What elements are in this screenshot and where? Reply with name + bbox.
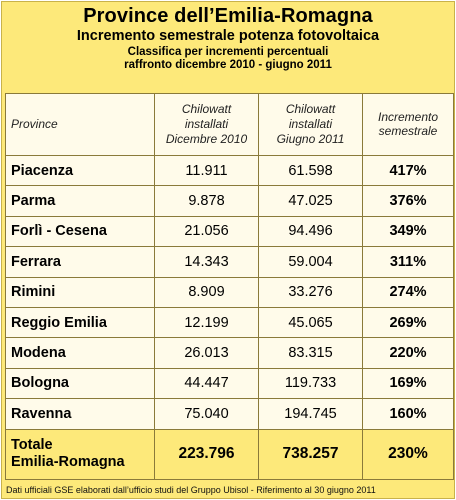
province-name: Bologna [6, 368, 155, 398]
increment-pct: 269% [363, 307, 454, 337]
page-subtitle: Incremento semestrale potenza fotovoltaica [76, 28, 380, 44]
province-name: Piacenza [6, 156, 155, 186]
kw-dec-2010: 75.040 [155, 399, 259, 429]
kw-jun-2011: 47.025 [259, 186, 363, 216]
province-name: Modena [6, 338, 155, 368]
province-name: Rimini [6, 277, 155, 307]
header [2, 6, 454, 71]
kw-dec-2010: 8.909 [155, 277, 259, 307]
table-row [6, 186, 454, 216]
kw-dec-2010: 12.199 [155, 307, 259, 337]
increment-pct: 417% [363, 156, 454, 186]
kw-jun-2011: 59.004 [259, 247, 363, 277]
table-row [6, 216, 454, 246]
page-subtitle-period: raffronto dicembre 2010 - giugno 2011 [124, 59, 332, 72]
table-row [6, 247, 454, 277]
increment-pct: 160% [363, 399, 454, 429]
table-total-row [6, 429, 454, 479]
kw-jun-2011: 45.065 [259, 307, 363, 337]
increment-pct: 376% [363, 186, 454, 216]
kw-dec-2010: 9.878 [155, 186, 259, 216]
kw-dec-2010: 11.911 [155, 156, 259, 186]
increment-pct: 349% [363, 216, 454, 246]
province-name: Forlì - Cesena [6, 216, 155, 246]
increment-pct: 274% [363, 277, 454, 307]
page-title: Province dell’Emilia-Romagna [83, 5, 373, 27]
kw-jun-2011: 194.745 [259, 399, 363, 429]
kw-jun-2011: 94.496 [259, 216, 363, 246]
total-label: Totale Emilia-Romagna [6, 429, 155, 479]
total-kw-jun-2011: 738.257 [259, 429, 363, 479]
header-province: Province [6, 94, 155, 156]
table-row [6, 277, 454, 307]
kw-dec-2010: 44.447 [155, 368, 259, 398]
kw-jun-2011: 33.276 [259, 277, 363, 307]
header-increment: Incremento semestrale [363, 94, 454, 156]
table-row [6, 156, 454, 186]
table-row [6, 338, 454, 368]
source-note: Dati ufficiali GSE elaborati dall’ufficio studi del Gruppo Ubisol - Riferimento al 30 giugno 2011 [6, 485, 376, 495]
kw-jun-2011: 61.598 [259, 156, 363, 186]
increment-pct: 311% [363, 247, 454, 277]
increment-pct: 169% [363, 368, 454, 398]
kw-jun-2011: 83.315 [259, 338, 363, 368]
page-subtitle-ranking: Classifica per incrementi percentuali [127, 46, 329, 59]
header-jun-2011: Chilowatt installati Giugno 2011 [259, 94, 363, 156]
table-row [6, 368, 454, 398]
table-row [6, 399, 454, 429]
province-name: Reggio Emilia [6, 307, 155, 337]
table-row [6, 307, 454, 337]
infographic-frame [1, 1, 455, 499]
province-name: Ravenna [6, 399, 155, 429]
table-header-row [6, 94, 454, 156]
kw-dec-2010: 21.056 [155, 216, 259, 246]
increment-pct: 220% [363, 338, 454, 368]
header-dec-2010: Chilowatt installati Dicembre 2010 [155, 94, 259, 156]
kw-dec-2010: 26.013 [155, 338, 259, 368]
total-kw-dec-2010: 223.796 [155, 429, 259, 479]
province-name: Parma [6, 186, 155, 216]
province-name: Ferrara [6, 247, 155, 277]
kw-dec-2010: 14.343 [155, 247, 259, 277]
total-increment-pct: 230% [363, 429, 454, 479]
kw-jun-2011: 119.733 [259, 368, 363, 398]
province-table [5, 93, 454, 480]
